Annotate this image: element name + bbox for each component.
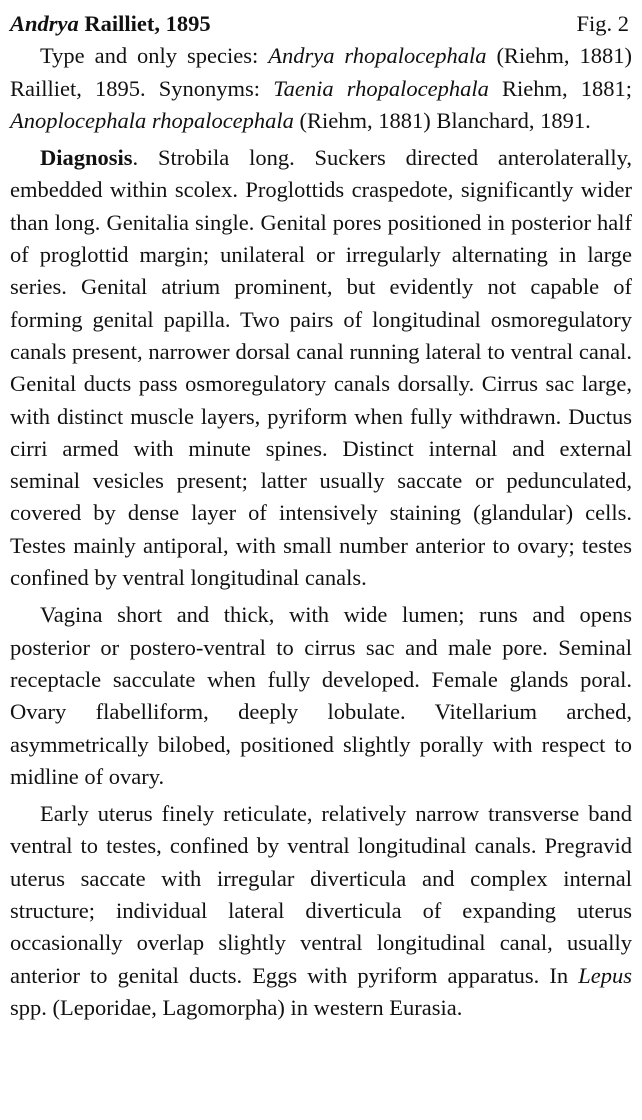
text-run: Early uterus finely reticulate, relatively narrow transverse band ventral to testes, confined by ventral longitudinal canals. Pregravid uterus saccate with irregular diverticula and complex internal structure; individual lateral diverticula of expanding uterus occasionally overlap slightly ventral longitudinal canal, usually anterior to genital ducts. Eggs with pyriform apparatus. In <box>10 801 632 988</box>
genus-heading <box>10 8 211 40</box>
paragraph-diagnosis <box>10 142 632 594</box>
text-run: (Riehm, 1881) Blanchard, 1891. <box>293 107 591 133</box>
figure-reference: Fig. 2 <box>576 11 629 36</box>
text-run: Lepus <box>578 962 632 988</box>
text-run: (Riehm, 1881) Railliet, 1895. Synonyms: <box>10 43 633 101</box>
paragraph-uterus <box>10 798 632 1024</box>
text-run: Diagnosis <box>40 145 133 171</box>
text-run: . Strobila long. Suckers directed anterolaterally, embedded within scolex. Proglottids craspedote, significantly wider than long. Genitalia single. Genital pores positioned in posterior half of proglottid margin; unilateral or irregularly alternating in large series. Genital atrium prominent, but evidently not capable of forming genital papilla. Two pairs of longitudinal osmoregulatory canals present, narrower dorsal canal running lateral to ventral canal. Genital ducts pass osmoregulatory canals dorsally. Cirrus sac large, with distinct muscle layers, pyriform when fully withdrawn. Ductus cirri armed with minute spines. Distinct internal and external seminal vesicles present; latter usually saccate or pedunculated, covered by dense layer of intensively staining (glandular) cells. Testes mainly antiporal, with small number anterior to ovary; testes confined by ventral longitudinal canals. <box>10 145 632 591</box>
text-run: Riehm, 1881; <box>488 75 632 101</box>
body-text <box>10 40 632 1024</box>
text-run: Type and only species: <box>40 43 269 69</box>
paragraph-vagina <box>10 599 632 793</box>
section-header <box>10 8 632 40</box>
text-run: Taenia rhopalocephala <box>273 75 489 101</box>
text-run: Anoplocephala rhopalocephala <box>10 107 294 133</box>
text-run: Andrya rhopalocephala <box>268 43 487 69</box>
paragraph-type-species <box>10 40 632 137</box>
genus-author: Railliet, 1895 <box>84 11 211 36</box>
genus-name: Andrya <box>10 11 79 36</box>
text-run: Vagina short and thick, with wide lumen; runs and opens posterior or postero-ventral to cirrus sac and male pore. Seminal receptacle sacculate when fully developed. Female glands poral. Ovary flabelliform, deeply lobulate. Vitellarium arched, asymmetrically bilobed, positioned slightly porally with respect to midline of ovary. <box>10 602 632 789</box>
text-run: spp. (Leporidae, Lagomorpha) in western Eurasia. <box>10 994 463 1020</box>
